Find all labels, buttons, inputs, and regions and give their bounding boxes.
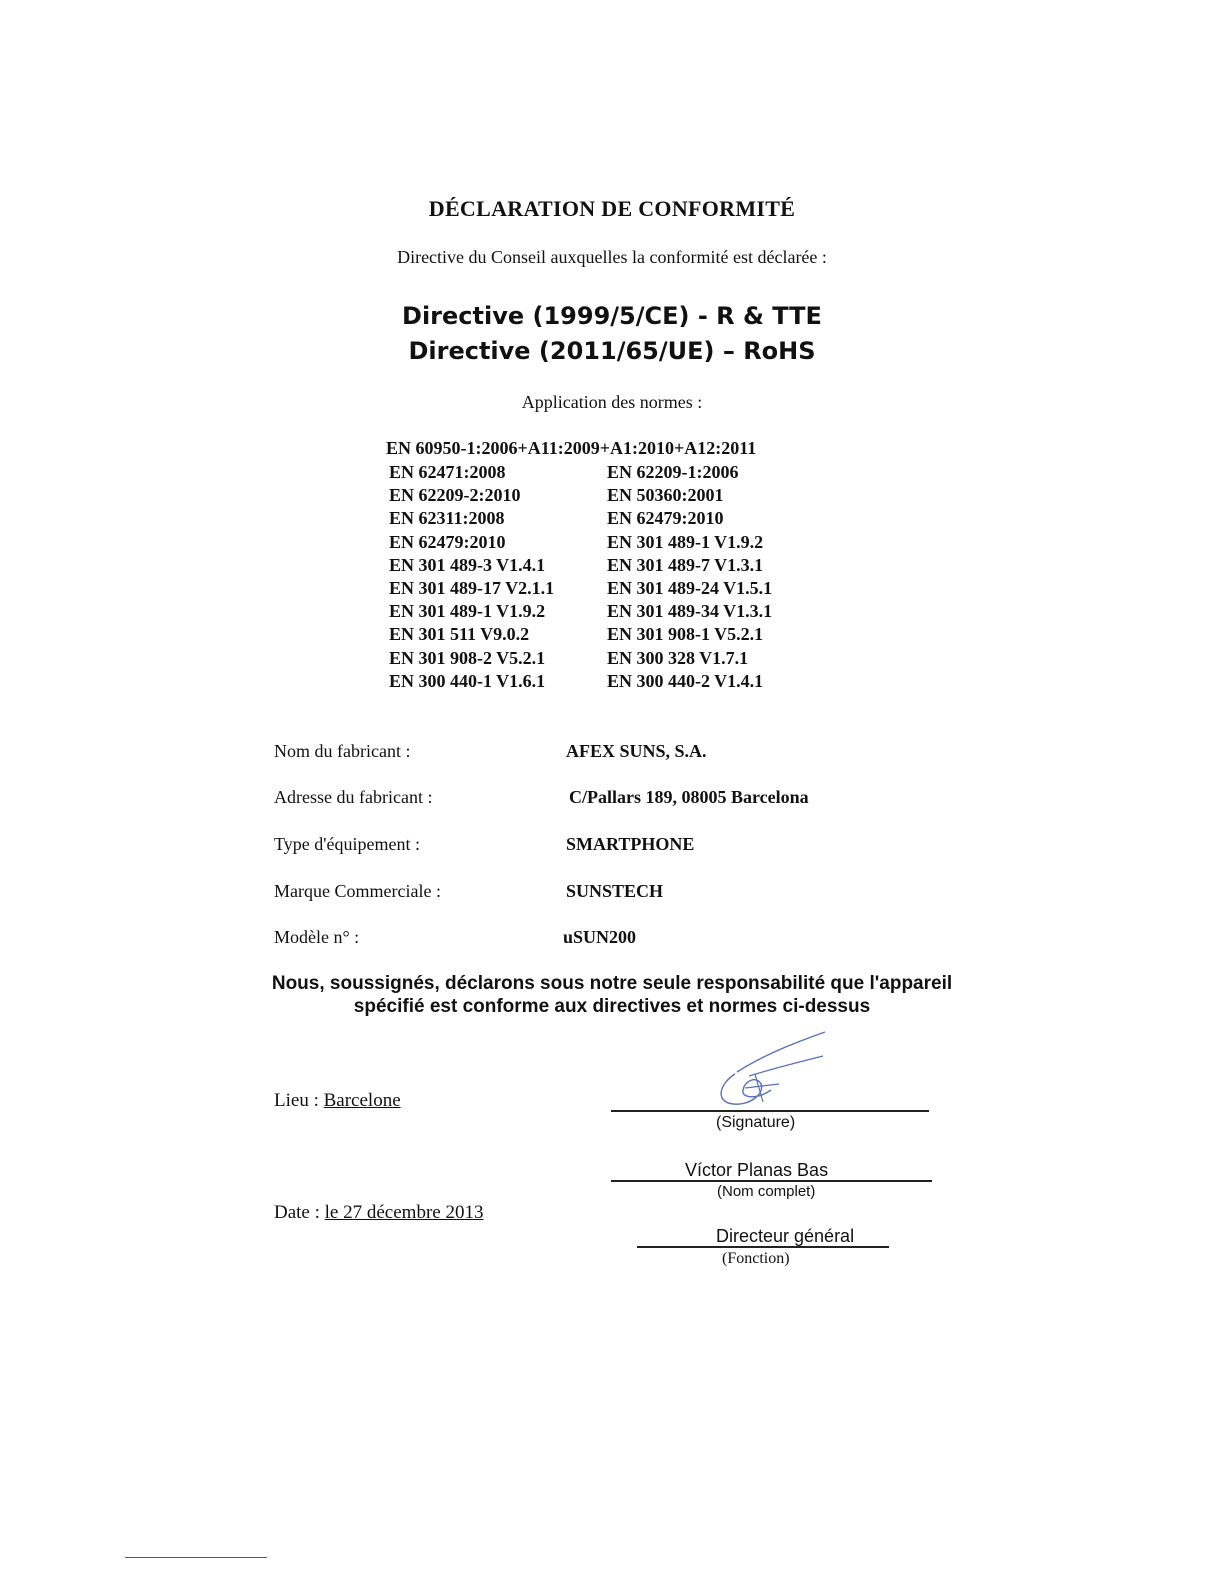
manufacturer-address-label: Adresse du fabricant : (274, 787, 433, 807)
date-value: le 27 décembre 2013 (324, 1202, 484, 1223)
standard-full-width: EN 60950-1:2006+A11:2009+A1:2010+A12:2011 (386, 438, 757, 458)
equipment-type-label: Type d'équipement : (274, 834, 420, 854)
declaration-line-1: Nous, soussignés, déclarons sous notre seule responsabilité que l'appareil (271, 973, 953, 994)
standard-row (389, 507, 839, 530)
standard-row (389, 670, 839, 693)
standard-row (389, 647, 839, 670)
signature-caption: (Signature) (716, 1114, 796, 1131)
norms-intro: Application des normes : (521, 392, 703, 412)
signatory-function: Directeur général (716, 1226, 855, 1246)
date-label: Date : (274, 1202, 320, 1223)
standard-item: EN 62479:2010 (607, 508, 724, 529)
handwritten-signature (705, 1028, 835, 1110)
standard-row (389, 577, 839, 600)
standard-item: EN 62311:2008 (389, 508, 505, 529)
standard-item: EN 62471:2008 (389, 462, 506, 482)
standard-item: EN 301 489-1 V1.9.2 (389, 601, 546, 622)
standard-item: EN 50360:2001 (607, 485, 724, 506)
standard-item: EN 301 489-34 V1.3.1 (607, 601, 773, 622)
document-title: DÉCLARATION DE CONFORMITÉ (428, 196, 796, 221)
standard-row (389, 484, 839, 507)
declaration-line-2: spécifié est conforme aux directives et normes ci-dessus (353, 996, 871, 1017)
footer-rule (125, 1557, 267, 1558)
standard-item: EN 62209-2:2010 (389, 485, 521, 506)
manufacturer-name-label: Nom du fabricant : (274, 741, 411, 761)
place-field (274, 1090, 401, 1112)
standard-item: EN 301 489-17 V2.1.1 (389, 577, 555, 598)
standard-item: EN 62479:2010 (389, 531, 506, 552)
manufacturer-name-value: AFEX SUNS, S.A. (566, 741, 707, 761)
standard-item: EN 300 440-2 V1.4.1 (607, 670, 764, 691)
standard-row (389, 623, 839, 646)
function-line (637, 1246, 889, 1248)
standard-item: EN 300 328 V1.7.1 (607, 647, 749, 668)
model-value: uSUN200 (563, 927, 637, 947)
council-directive-line: Directive du Conseil auxquelles la conformité est déclarée : (397, 247, 827, 267)
standard-item: EN 301 489-7 V1.3.1 (607, 554, 764, 575)
signatory-name: Víctor Planas Bas (685, 1160, 829, 1180)
directive-rohs: Directive (2011/65/UE) – RoHS (408, 337, 816, 365)
standard-row (389, 461, 839, 484)
standard-item: EN 62209-1:2006 (607, 462, 739, 482)
date-field (274, 1202, 483, 1224)
standard-row (389, 531, 839, 554)
directive-rtte: Directive (1999/5/CE) - R & TTE (402, 302, 822, 330)
brand-value: SUNSTECH (566, 881, 664, 901)
name-caption: (Nom complet) (717, 1183, 816, 1200)
standard-row (389, 554, 839, 577)
signature-line (611, 1110, 929, 1112)
model-label: Modèle n° : (274, 927, 360, 947)
standard-item: EN 301 489-1 V1.9.2 (607, 531, 764, 552)
brand-label: Marque Commerciale : (274, 881, 441, 901)
standard-item: EN 300 440-1 V1.6.1 (389, 670, 546, 691)
equipment-type-value: SMARTPHONE (566, 834, 695, 854)
standards-list (389, 461, 839, 693)
standard-row (389, 600, 839, 623)
standard-item: EN 301 489-24 V1.5.1 (607, 577, 773, 598)
place-label: Lieu : (274, 1090, 319, 1111)
standard-item: EN 301 908-2 V5.2.1 (389, 647, 546, 668)
function-caption: (Fonction) (722, 1250, 790, 1267)
manufacturer-address-value: C/Pallars 189, 08005 Barcelona (569, 787, 809, 807)
declaration-statement (0, 972, 1224, 1018)
standard-item: EN 301 908-1 V5.2.1 (607, 624, 764, 645)
name-line (611, 1180, 932, 1182)
standard-item: EN 301 489-3 V1.4.1 (389, 554, 546, 575)
place-value: Barcelone (323, 1090, 401, 1111)
standard-item: EN 301 511 V9.0.2 (389, 624, 530, 645)
